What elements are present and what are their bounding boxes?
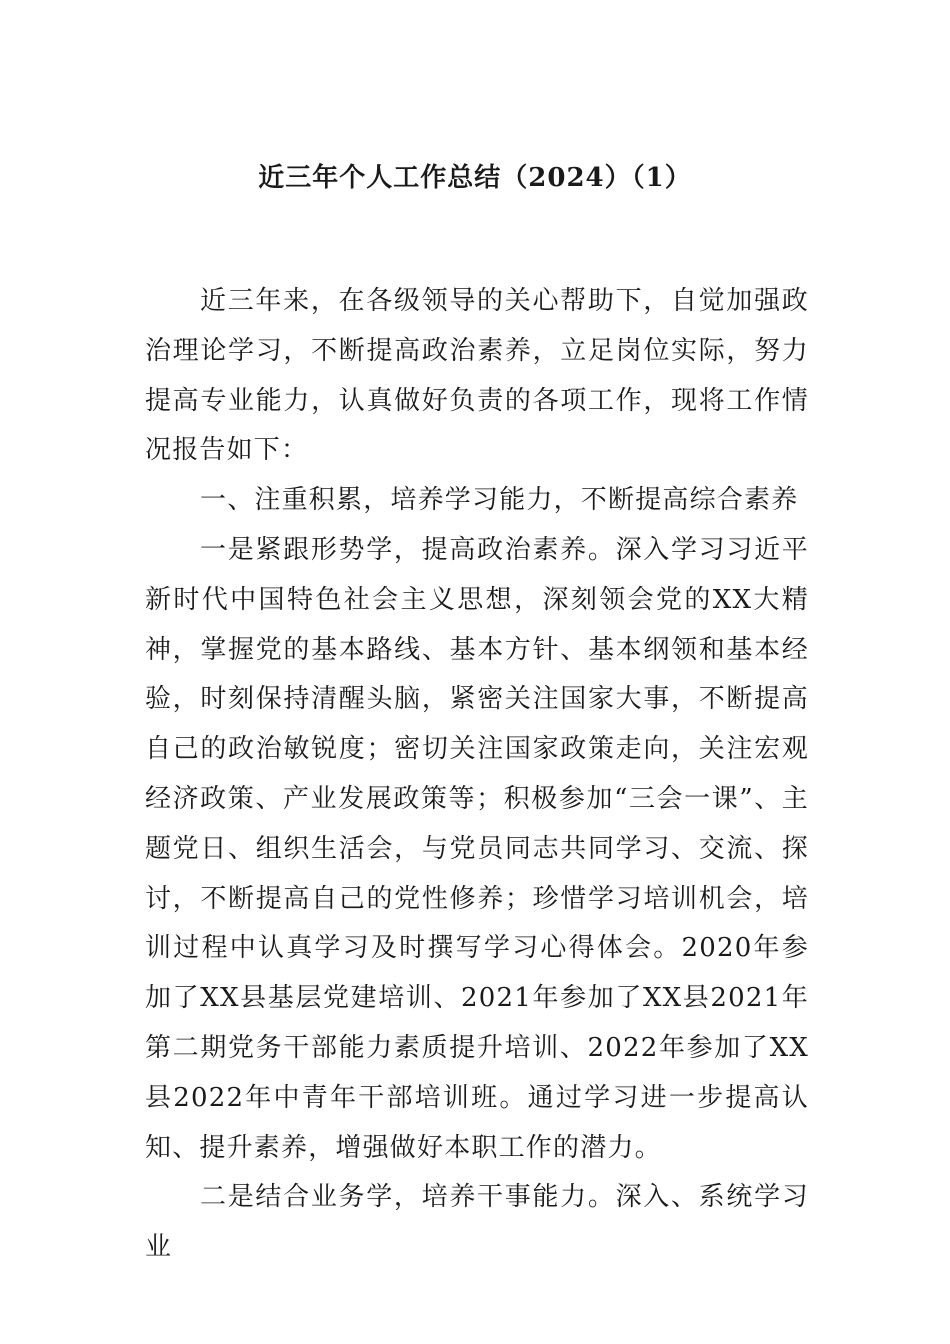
document-body	[145, 277, 809, 1273]
paragraph-business-study: 二是结合业务学，培养干事能力。深入、系统学习业	[145, 1182, 809, 1263]
document-title: 近三年个人工作总结（2024）（1）	[258, 163, 692, 193]
paragraph-political-study: 一是紧跟形势学，提高政治素养。深入学习习近平新时代中国特色社会主义思想，深刻领会党的XX大精神，掌握党的基本路线、基本方针、基本纲领和基本经验，时刻保持清醒头脑，紧密关注国家大事，不断提高自己的政治敏锐度；密切关注国家政策走向，关注宏观经济政策、产业发展政策等；积极参加“三会一课”、主题党日、组织生活会，与党员同志共同学习、交流、探讨，不断提高自己的党性修养；珍惜学习培训机会，培训过程中认真学习及时撰写学习心得体会。2020年参加了XX县基层党建培训、2021年参加了XX县2021年第二期党务干部能力素质提升培训、2022年参加了XX县2022年中青年干部培训班。通过学习进一步提高认知、提升素养，增强做好本职工作的潜力。	[145, 534, 809, 1163]
section-heading-1: 一、注重积累，培养学习能力，不断提高综合素养	[200, 485, 799, 516]
paragraph-intro: 近三年来，在各级领导的关心帮助下，自觉加强政治理论学习，不断提高政治素养，立足岗位实际，努力提高专业能力，认真做好负责的各项工作，现将工作情况报告如下：	[145, 286, 809, 466]
